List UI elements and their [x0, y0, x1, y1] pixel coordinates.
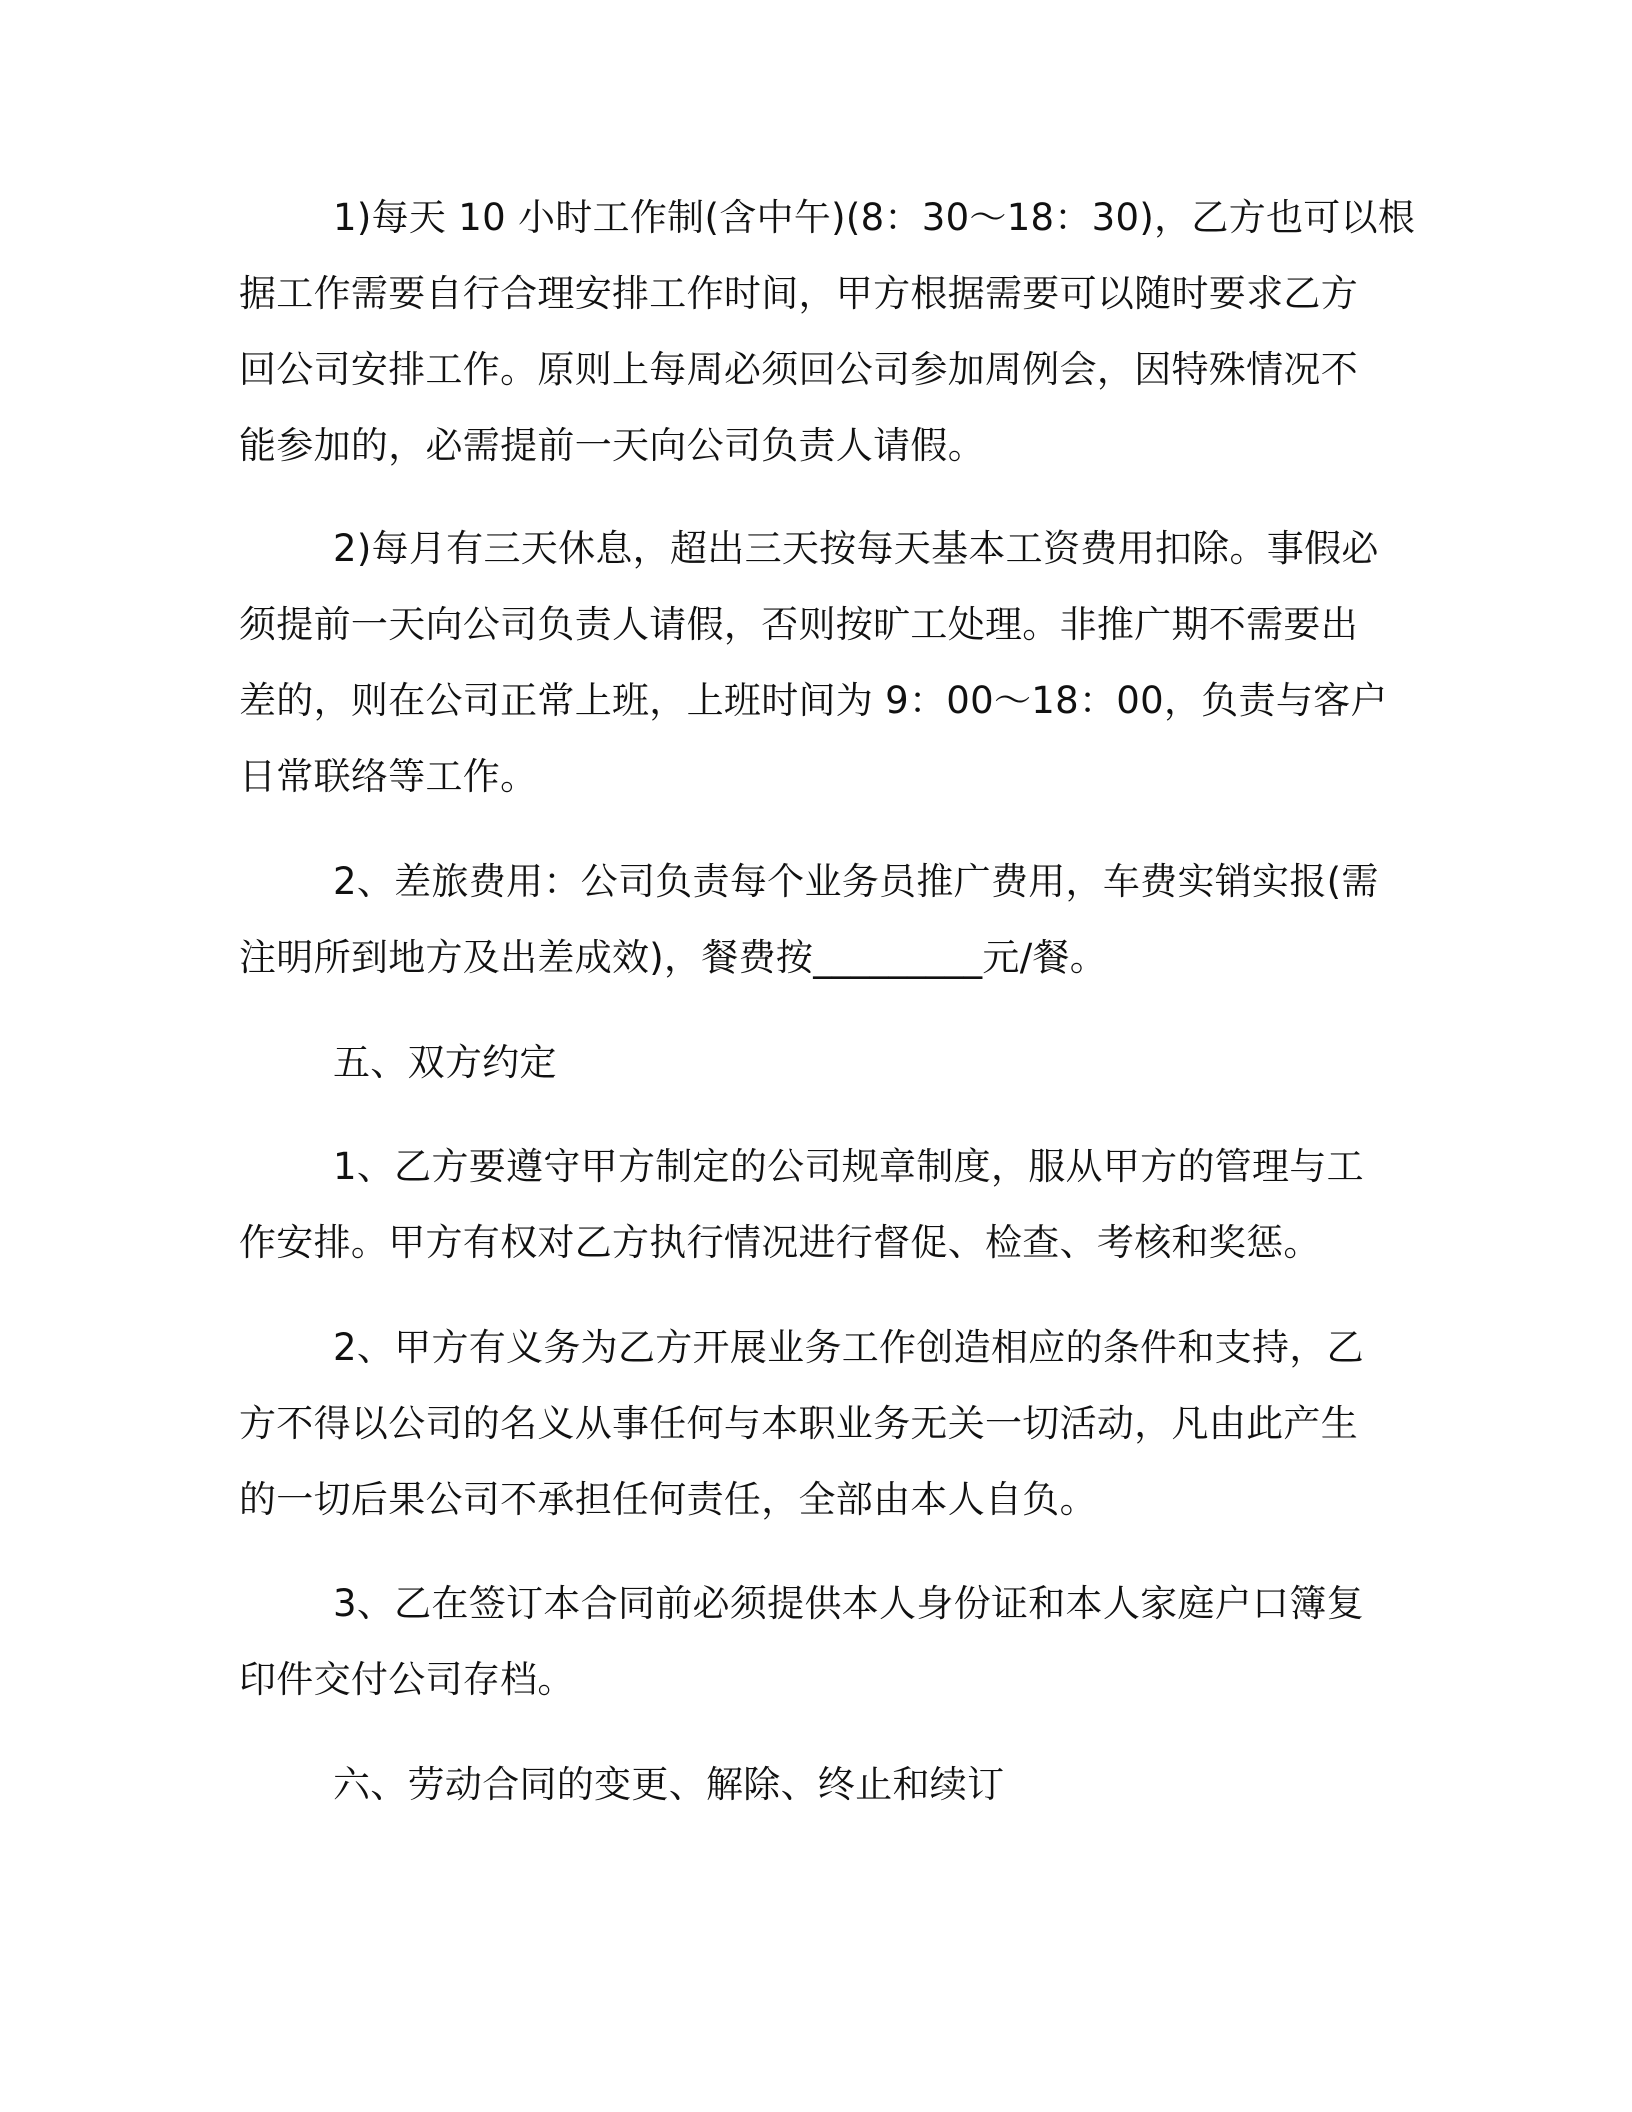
text-line: 注明所到地方及出差成效)，餐费按_________元/餐。 — [239, 936, 1108, 979]
text-line: 1)每天 10 小时工作制(含中午)(8：30～18：30)，乙方也可以根 — [333, 196, 1416, 239]
text-line: 印件交付公司存档。 — [239, 1658, 575, 1701]
text-line: 1、乙方要遵守甲方制定的公司规章制度，服从甲方的管理与工 — [333, 1145, 1364, 1188]
text-line: 3、乙在签订本合同前必须提供本人身份证和本人家庭户口簿复 — [333, 1582, 1364, 1625]
text-line: 须提前一天向公司负责人请假，否则按旷工处理。非推广期不需要出 — [239, 603, 1358, 646]
text-line: 方不得以公司的名义从事任何与本职业务无关一切活动，凡由此产生 — [239, 1402, 1358, 1445]
section-heading-agreement: 五、双方约定 — [333, 1041, 557, 1084]
text-line: 作安排。甲方有权对乙方执行情况进行督促、检查、考核和奖惩。 — [239, 1221, 1321, 1264]
text-line: 2、差旅费用：公司负责每个业务员推广费用，车费实销实报(需 — [333, 860, 1379, 903]
text-line: 能参加的，必需提前一天向公司负责人请假。 — [239, 424, 985, 467]
text-line: 差的，则在公司正常上班，上班时间为 9：00～18：00，负责与客户 — [239, 679, 1388, 722]
text-line: 据工作需要自行合理安排工作时间，甲方根据需要可以随时要求乙方 — [239, 272, 1358, 315]
text-line: 2、甲方有义务为乙方开展业务工作创造相应的条件和支持，乙 — [333, 1326, 1364, 1369]
section-heading-contract-changes: 六、劳动合同的变更、解除、终止和续订 — [333, 1763, 1005, 1806]
text-line: 的一切后果公司不承担任何责任，全部由本人自负。 — [239, 1478, 1097, 1521]
text-line: 回公司安排工作。原则上每周必须回公司参加周例会，因特殊情况不 — [239, 348, 1358, 391]
text-line: 日常联络等工作。 — [239, 755, 538, 798]
text-line: 2)每月有三天休息，超出三天按每天基本工资费用扣除。事假必 — [333, 527, 1379, 570]
